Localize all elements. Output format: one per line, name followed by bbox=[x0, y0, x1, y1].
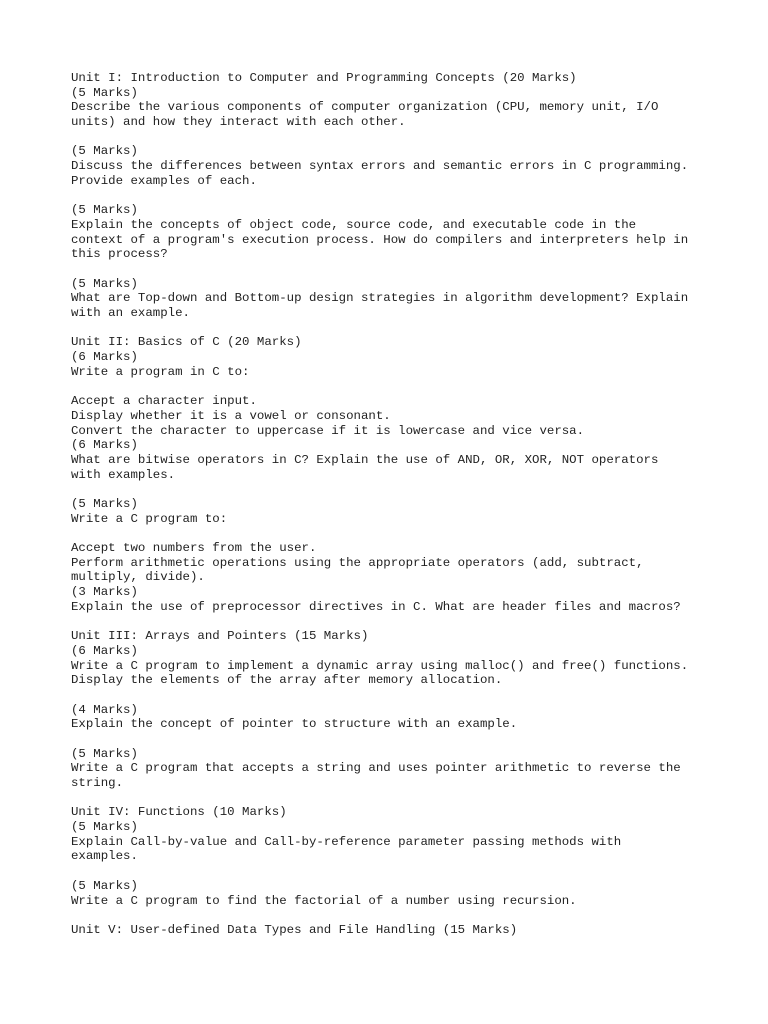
question-text-line: Accept two numbers from the user. bbox=[71, 541, 317, 555]
blank-line bbox=[71, 791, 711, 806]
blank-line bbox=[71, 321, 711, 336]
question-text-line: Provide examples of each. bbox=[71, 173, 257, 188]
question-text-line: Display whether it is a vowel or consonant. bbox=[71, 408, 391, 423]
question-text-line: Describe the various components of computer organization (CPU, memory unit, I/O bbox=[71, 100, 659, 115]
marks-label: (5 Marks) bbox=[71, 85, 138, 100]
question-text-line: Write a C program to implement a dynamic array using malloc() and free() functions. bbox=[71, 658, 689, 673]
unit-heading: Unit III: Arrays and Pointers (15 Marks) bbox=[71, 629, 369, 644]
document-page bbox=[71, 71, 711, 938]
marks-label: (6 Marks) bbox=[71, 438, 138, 453]
question-text-line: Perform arithmetic operations using the appropriate operators (add, subtract, bbox=[71, 555, 644, 570]
marks-label: (5 Marks) bbox=[71, 746, 138, 761]
blank-line bbox=[71, 614, 711, 629]
marks-label: (5 Marks) bbox=[71, 144, 138, 159]
question-text-line: with examples. bbox=[71, 467, 176, 482]
marks-label: (6 Marks) bbox=[71, 350, 138, 365]
blank-line bbox=[71, 732, 711, 747]
question-text-line: examples. bbox=[71, 849, 138, 864]
question-text-line: What are bitwise operators in C? Explain the use of AND, OR, XOR, NOT operators bbox=[71, 452, 659, 467]
question-text-line: string. bbox=[71, 776, 124, 790]
unit-heading: Unit I: Introduction to Computer and Programming Concepts (20 Marks) bbox=[71, 71, 577, 85]
question-text-line: Write a C program to find the factorial of a number using recursion. bbox=[71, 893, 577, 908]
blank-line bbox=[71, 864, 711, 879]
unit-heading: Unit II: Basics of C (20 Marks) bbox=[71, 335, 302, 350]
question-text-line: units) and how they interact with each other. bbox=[71, 115, 406, 130]
question-text-line: Accept a character input. bbox=[71, 394, 257, 409]
question-text-line: this process? bbox=[71, 247, 168, 262]
blank-line bbox=[71, 189, 711, 204]
marks-label: (5 Marks) bbox=[71, 276, 138, 291]
question-text-line: Write a C program that accepts a string and uses pointer arithmetic to reverse the bbox=[71, 761, 681, 776]
unit-heading: Unit IV: Functions (10 Marks) bbox=[71, 805, 287, 820]
blank-line bbox=[71, 908, 711, 923]
marks-label: (5 Marks) bbox=[71, 203, 138, 218]
question-text-line: What are Top-down and Bottom-up design strategies in algorithm development? Explain bbox=[71, 291, 689, 306]
question-text-line: multiply, divide). bbox=[71, 570, 205, 585]
marks-label: (3 Marks) bbox=[71, 585, 138, 600]
question-text-line: Explain the use of preprocessor directives in C. What are header files and macros? bbox=[71, 599, 681, 614]
marks-label: (4 Marks) bbox=[71, 702, 138, 717]
question-text-line: Explain the concept of pointer to structure with an example. bbox=[71, 717, 518, 732]
question-text-line: Write a program in C to: bbox=[71, 364, 250, 379]
blank-line bbox=[71, 688, 711, 703]
blank-line bbox=[71, 130, 711, 145]
marks-label: (6 Marks) bbox=[71, 643, 138, 658]
question-text-line: Discuss the differences between syntax errors and semantic errors in C programming. bbox=[71, 159, 689, 174]
question-text-line: Explain Call-by-value and Call-by-reference parameter passing methods with bbox=[71, 834, 622, 849]
question-text-line: Write a C program to: bbox=[71, 511, 228, 526]
marks-label: (5 Marks) bbox=[71, 878, 138, 893]
blank-line bbox=[71, 379, 711, 394]
blank-line bbox=[71, 482, 711, 497]
question-text-line: Convert the character to uppercase if it is lowercase and vice versa. bbox=[71, 423, 585, 438]
blank-line bbox=[71, 526, 711, 541]
marks-label: (5 Marks) bbox=[71, 820, 138, 835]
unit-heading: Unit V: User-defined Data Types and File Handling (15 Marks) bbox=[71, 922, 518, 937]
question-text-line: context of a program's execution process. How do compilers and interpreters help in bbox=[71, 232, 689, 247]
question-text-line: Explain the concepts of object code, source code, and executable code in the bbox=[71, 217, 637, 232]
question-text-line: Display the elements of the array after memory allocation. bbox=[71, 673, 503, 688]
marks-label: (5 Marks) bbox=[71, 496, 138, 511]
blank-line bbox=[71, 262, 711, 277]
question-text-line: with an example. bbox=[71, 306, 190, 320]
